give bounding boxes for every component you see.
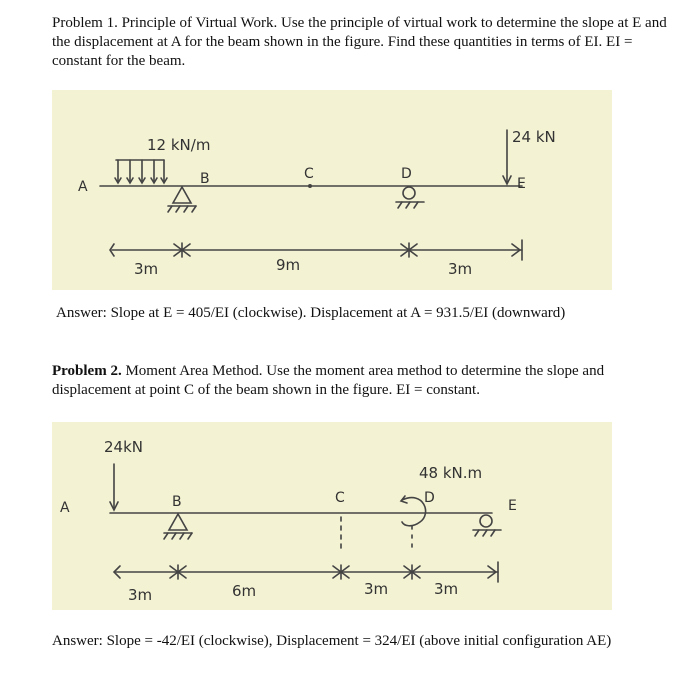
problem-1-title: Problem 1. — [52, 15, 118, 31]
dim-2-label: 9m — [276, 256, 301, 274]
dim-3-label-2: 3m — [364, 580, 389, 598]
problem-2-answer: Answer: Slope = -42/EI (clockwise), Displacement = 324/EI (above initial configuration AE) — [52, 633, 612, 649]
moment-label: 48 kN.m — [419, 464, 483, 482]
dim-3-label: 3m — [448, 260, 473, 278]
problem-2-title: Problem 2. — [52, 363, 122, 379]
point-c-label-2: C — [335, 490, 345, 506]
problem-1-answer: Answer: Slope at E = 405/EI (clockwise). Displacement at A = 931.5/EI (downward) — [56, 305, 566, 321]
problem-2-figure — [52, 422, 612, 610]
point-load-label-2: 24kN — [104, 438, 143, 456]
problem-1-statement — [52, 14, 678, 71]
dim-2-label-2: 6m — [232, 582, 257, 600]
point-e-label: E — [517, 176, 526, 192]
distributed-load-label: 12 kN/m — [147, 136, 211, 154]
problem-1-text: Principle of Virtual Work. Use the principle of virtual work to determine the slope at E and the displacement at A for the beam shown in the figure. Find these quantities in terms of EI. EI = constant for the beam. — [52, 15, 667, 69]
problem-2-text: Moment Area Method. Use the moment area method to determine the slope and displacement at point C of the beam shown in the figure. EI = constant. — [52, 363, 605, 398]
dim-4-label-2: 3m — [434, 580, 459, 598]
point-d-label: D — [401, 166, 412, 182]
point-b-label-2: B — [172, 494, 182, 510]
point-c-label: C — [304, 166, 314, 182]
point-b-label: B — [200, 171, 210, 187]
point-e-label-2: E — [508, 498, 517, 514]
problem-1-figure — [52, 90, 612, 290]
point-a-label-2: A — [60, 500, 70, 516]
point-d-label-2: D — [424, 490, 435, 506]
dim-1-label-2: 3m — [128, 586, 153, 604]
dim-1-label: 3m — [134, 260, 159, 278]
point-a-label: A — [78, 179, 88, 195]
point-load-label: 24 kN — [512, 128, 556, 146]
problem-2-statement — [52, 362, 678, 400]
